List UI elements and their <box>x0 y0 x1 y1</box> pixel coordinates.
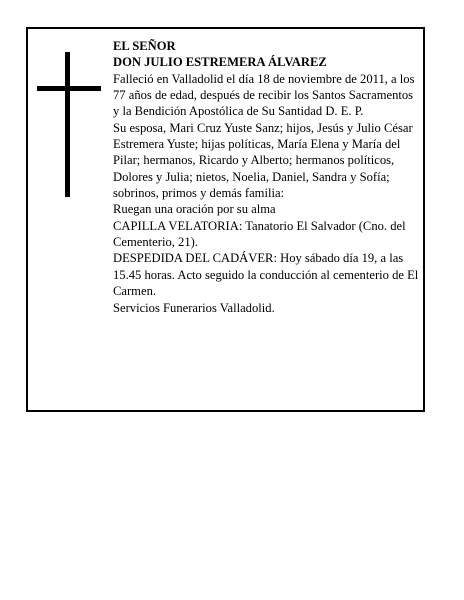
cross-horizontal-bar <box>37 86 101 91</box>
notice-title-line-1: EL SEÑOR <box>113 39 176 53</box>
cross-icon <box>37 52 101 197</box>
funeral-details: DESPEDIDA DEL CADÁVER: Hoy sábado día 19, a las 15.45 horas. Acto seguido la conducción al cementerio de El Carmen. <box>113 251 419 299</box>
cross-vertical-bar <box>65 52 70 197</box>
family-list: Su esposa, Mari Cruz Yuste Sanz; hijos, Jesús y Julio César Estremera Yuste; hijas políticas, María Elena y María del Pilar; hermanos, Ricardo y Alberto; hermanos políticos, Dolores y Julia; nietos, Noelia, Daniel, Sandra y Sofía; sobrinos, primos y demás familia: <box>113 120 413 201</box>
prayer-request: Ruegan una oración por su alma <box>113 202 276 217</box>
death-announcement: Falleció en Valladolid el día 18 de noviembre de 2011, a los 77 años de edad, después de recibir los Santos Sacramentos y la Bendición Apostólica de Su Santidad D. E. P. <box>113 71 415 119</box>
obituary-text <box>113 38 419 316</box>
deceased-name: DON JULIO ESTREMERA ÁLVAREZ <box>113 55 327 70</box>
funeral-service-provider: Servicios Funerarios Valladolid. <box>113 300 275 315</box>
wake-location: CAPILLA VELATORIA: Tanatorio El Salvador (Cno. del Cementerio, 21). <box>113 218 406 250</box>
